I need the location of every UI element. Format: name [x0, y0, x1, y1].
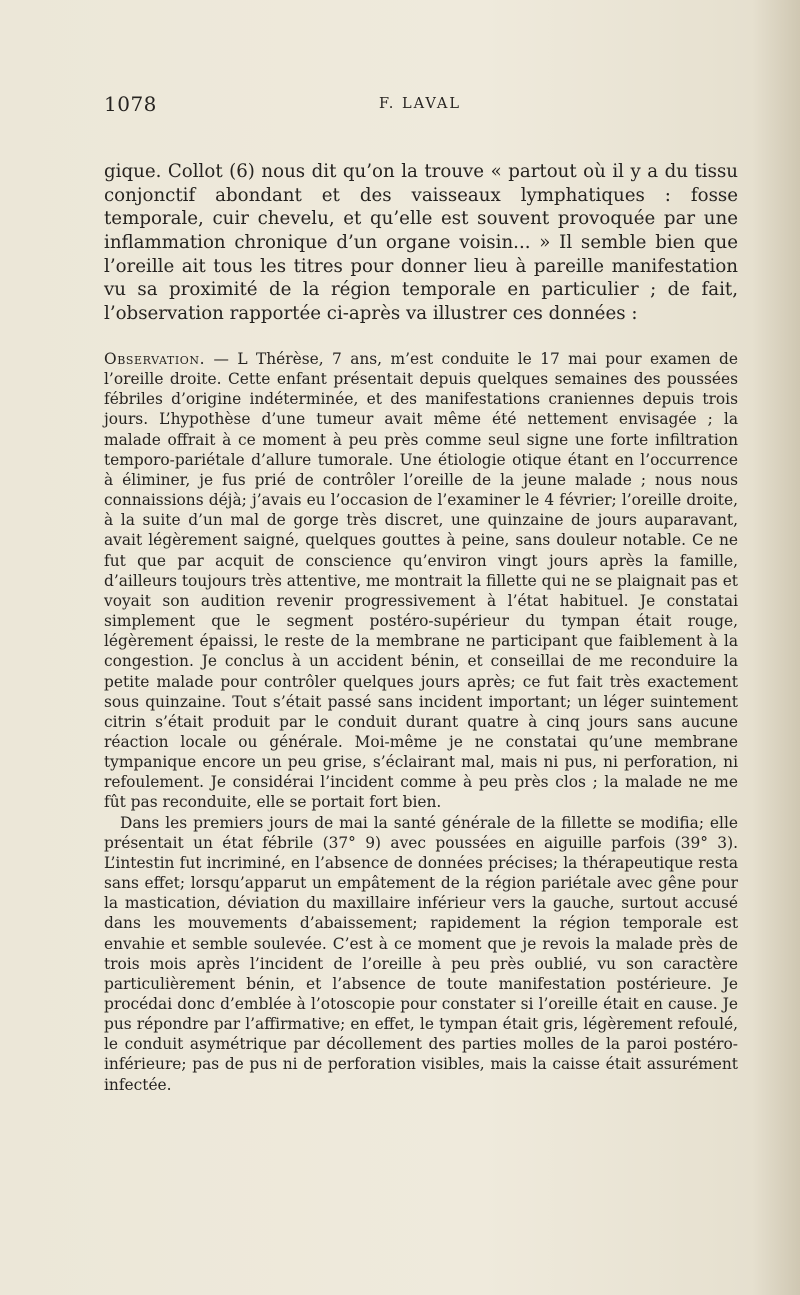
observation-label: Observation. — [104, 350, 206, 368]
running-head-author: F. LAVAL — [379, 96, 461, 112]
observation-paragraph-2: Dans les premiers jours de mai la santé générale de la fillette se modifia; elle présentait un état fébrile (37° 9) avec poussées en aiguille parfois (39° 3). L’intestin fut incriminé, en l’absence de données précises; la thérapeutique resta sans effet; lorsqu’apparut un empâtement de la région pariétale avec gêne pour la mastication, déviation du maxillaire inférieur vers la gauche, surtout accusé dans les mouvements d’abaissement; rapidement la région temporale est envahie et semble soulevée. C’est à ce moment que je revois la malade près de trois mois après l’incident de l’oreille à peu près oublié, vu son caractère particulièrement bénin, et l’absence de toute manifestation postérieure. Je procédai donc d’emblée à l’otoscopie pour constater si l’oreille était en cause. Je pus répondre par l’affirmative; en effet, le tympan était gris, légèrement refoulé, le conduit asymétrique par décollement des parties molles de la paroi postéro-inférieure; pas de pus ni de perforation visibles, mais la caisse était assurément infectée. — [104, 813, 738, 1094]
running-head — [104, 92, 736, 120]
observation-text-1: — L Thérèse, 7 ans, m’est conduite le 17 mai pour examen de l’oreille droite. Cette enfant présentait depuis quelques semaines des poussées fébriles d’origine indéterminée, et des manifestations craniennes depuis trois jours. L’hypothèse d’une tumeur avait même été nettement envisagée ; la malade offrait à ce moment à peu près comme seul signe une forte infiltration temporo-pariétale d’allure tumorale. Une étiologie otique étant en l’occurrence à éliminer, je fus prié de contrôler l’oreille de la jeune malade ; nous nous connaissions déjà; j’avais eu l’occasion de l’examiner le 4 février; l’oreille droite, à la suite d’un mal de gorge très discret, une quinzaine de jours auparavant, avait légèrement saigné, quelques gouttes à peine, sans douleur notable. Ce ne fut que par acquit de conscience qu’environ vingt jours après la famille, d’ailleurs toujours très attentive, me montrait la fillette qui ne se plaignait pas et voyait son audition revenir progressivement à l’état habituel. Je constatai simplement que le segment postéro-supérieur du tympan était rouge, légèrement épaissi, le reste de la membrane ne participant que faiblement à la congestion. Je conclus à un accident bénin, et conseillai de me reconduire la petite malade pour contrôler quelques jours après; ce fut fait très exactement sous quinzaine. Tout s’était passé sans incident important; un léger suintement citrin s’était produit par le conduit durant quatre à cinq jours sans aucune réaction locale ou générale. Moi-même je ne constatai qu’une membrane tympanique encore un peu grise, s’éclairant mal, mais ni pus, ni perforation, ni refoulement. Je considérai l’incident comme à peu près clos ; la malade ne me fût pas reconduite, elle se portait fort bien. — [104, 350, 738, 812]
page-number: 1078 — [104, 92, 157, 116]
intro-paragraph: gique. Collot (6) nous dit qu’on la trouve « partout où il y a du tissu conjonctif abondant et des vaisseaux lymphatiques : fosse temporale, cuir chevelu, et qu’elle est souvent provoquée par une inflammation chronique d’un organe voisin... » Il semble bien que l’oreille ait tous les titres pour donner lieu à pareille manifestation vu sa proximité de la région temporale en particulier ; de fait, l’observation rapportée ci-après va illustrer ces données : — [104, 161, 738, 324]
observation-section — [104, 349, 738, 1095]
observation-paragraph-1 — [104, 349, 738, 813]
